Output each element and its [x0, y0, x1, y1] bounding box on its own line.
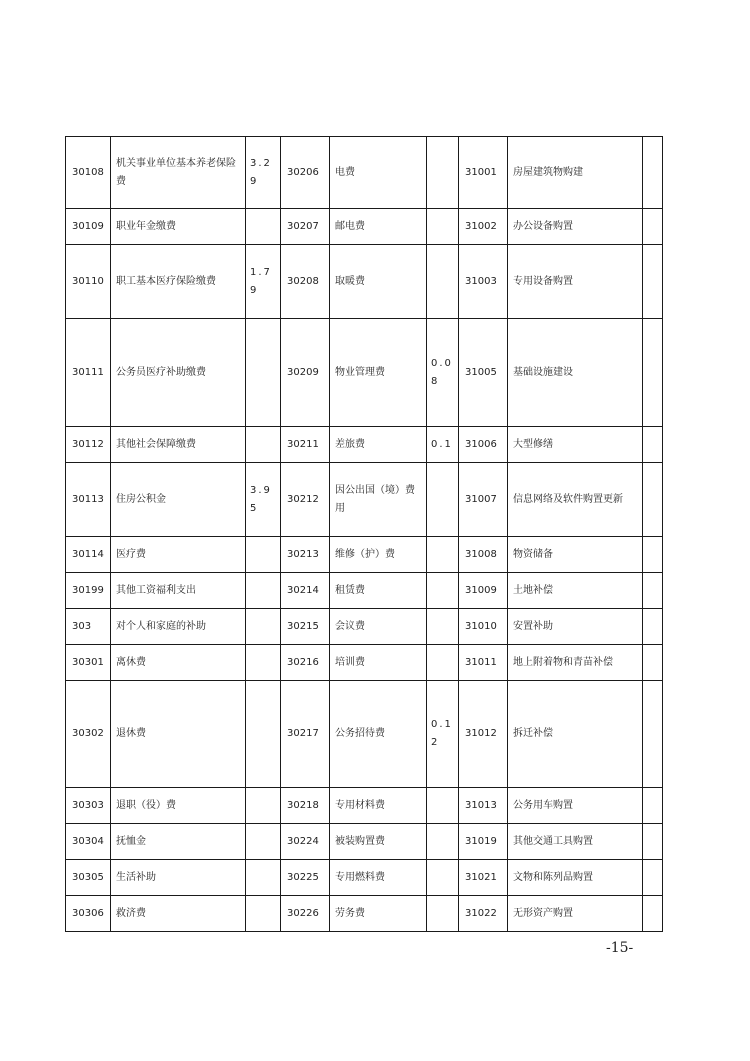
economic-code-cell: 30110	[66, 245, 111, 319]
economic-code-cell: 30304	[66, 824, 111, 860]
amount-cell	[643, 788, 663, 824]
economic-code-cell: 30302	[66, 681, 111, 788]
item-name-cell: 救济费	[111, 896, 246, 932]
item-name-cell: 安置补助	[508, 609, 643, 645]
amount-cell	[643, 824, 663, 860]
item-name-cell: 其他社会保障缴费	[111, 427, 246, 463]
table-row	[66, 463, 663, 537]
amount-cell	[427, 860, 459, 896]
item-name-cell: 信息网络及软件购置更新	[508, 463, 643, 537]
economic-code-cell: 30113	[66, 463, 111, 537]
economic-code-cell: 30199	[66, 573, 111, 609]
item-name-cell: 土地补偿	[508, 573, 643, 609]
table-row	[66, 245, 663, 319]
table-row	[66, 427, 663, 463]
amount-cell	[427, 896, 459, 932]
table-row	[66, 209, 663, 245]
table-row	[66, 681, 663, 788]
amount-cell	[427, 137, 459, 209]
amount-cell	[427, 609, 459, 645]
economic-code-cell: 30305	[66, 860, 111, 896]
economic-code-cell: 303	[66, 609, 111, 645]
amount-cell	[643, 896, 663, 932]
item-name-cell: 专用燃料费	[330, 860, 427, 896]
amount-cell	[643, 427, 663, 463]
item-name-cell: 基础设施建设	[508, 319, 643, 427]
amount-cell	[427, 537, 459, 573]
economic-code-cell: 31005	[459, 319, 508, 427]
item-name-cell: 公务招待费	[330, 681, 427, 788]
item-name-cell: 物业管理费	[330, 319, 427, 427]
item-name-cell: 租赁费	[330, 573, 427, 609]
economic-code-cell: 31011	[459, 645, 508, 681]
economic-code-cell: 31012	[459, 681, 508, 788]
amount-cell: 3.29	[246, 137, 281, 209]
amount-cell	[246, 860, 281, 896]
amount-cell	[246, 537, 281, 573]
item-name-cell: 差旅费	[330, 427, 427, 463]
economic-code-cell: 30111	[66, 319, 111, 427]
amount-cell	[643, 573, 663, 609]
economic-code-cell: 30225	[281, 860, 330, 896]
economic-code-cell: 30211	[281, 427, 330, 463]
economic-code-cell: 31009	[459, 573, 508, 609]
item-name-cell: 劳务费	[330, 896, 427, 932]
amount-cell	[427, 209, 459, 245]
item-name-cell: 其他工资福利支出	[111, 573, 246, 609]
amount-cell	[643, 137, 663, 209]
amount-cell	[246, 609, 281, 645]
item-name-cell: 办公设备购置	[508, 209, 643, 245]
item-name-cell: 无形资产购置	[508, 896, 643, 932]
amount-cell: 1.79	[246, 245, 281, 319]
economic-code-cell: 31002	[459, 209, 508, 245]
amount-cell: 0.1	[427, 427, 459, 463]
amount-cell	[427, 645, 459, 681]
table-row	[66, 137, 663, 209]
item-name-cell: 邮电费	[330, 209, 427, 245]
economic-code-cell: 30226	[281, 896, 330, 932]
economic-code-cell: 31006	[459, 427, 508, 463]
item-name-cell: 会议费	[330, 609, 427, 645]
amount-cell	[643, 319, 663, 427]
table-row	[66, 824, 663, 860]
table-row	[66, 788, 663, 824]
amount-cell	[427, 573, 459, 609]
amount-cell	[427, 788, 459, 824]
amount-cell	[427, 245, 459, 319]
amount-cell	[427, 463, 459, 537]
item-name-cell: 职工基本医疗保险缴费	[111, 245, 246, 319]
economic-code-cell: 30306	[66, 896, 111, 932]
economic-code-cell: 30301	[66, 645, 111, 681]
amount-cell: 0.08	[427, 319, 459, 427]
item-name-cell: 其他交通工具购置	[508, 824, 643, 860]
economic-code-cell: 31001	[459, 137, 508, 209]
table-row	[66, 573, 663, 609]
amount-cell	[246, 788, 281, 824]
item-name-cell: 被装购置费	[330, 824, 427, 860]
amount-cell	[643, 681, 663, 788]
page-number: -15-	[606, 940, 634, 956]
economic-code-cell: 31008	[459, 537, 508, 573]
item-name-cell: 公务用车购置	[508, 788, 643, 824]
economic-code-cell: 30114	[66, 537, 111, 573]
item-name-cell: 退休费	[111, 681, 246, 788]
economic-code-cell: 31010	[459, 609, 508, 645]
economic-code-cell: 31022	[459, 896, 508, 932]
economic-code-cell: 30108	[66, 137, 111, 209]
amount-cell	[246, 824, 281, 860]
economic-code-cell: 30217	[281, 681, 330, 788]
table-row	[66, 319, 663, 427]
economic-code-cell: 31003	[459, 245, 508, 319]
amount-cell	[643, 463, 663, 537]
item-name-cell: 专用材料费	[330, 788, 427, 824]
item-name-cell: 房屋建筑物购建	[508, 137, 643, 209]
item-name-cell: 对个人和家庭的补助	[111, 609, 246, 645]
economic-code-cell: 30112	[66, 427, 111, 463]
item-name-cell: 离休费	[111, 645, 246, 681]
item-name-cell: 抚恤金	[111, 824, 246, 860]
table-row	[66, 860, 663, 896]
item-name-cell: 公务员医疗补助缴费	[111, 319, 246, 427]
amount-cell	[643, 537, 663, 573]
amount-cell	[246, 896, 281, 932]
amount-cell	[643, 860, 663, 896]
item-name-cell: 住房公积金	[111, 463, 246, 537]
economic-code-cell: 30209	[281, 319, 330, 427]
item-name-cell: 地上附着物和青苗补偿	[508, 645, 643, 681]
economic-code-cell: 31013	[459, 788, 508, 824]
item-name-cell: 培训费	[330, 645, 427, 681]
economic-code-cell: 30208	[281, 245, 330, 319]
amount-cell	[246, 681, 281, 788]
budget-classification-table	[65, 136, 663, 932]
economic-code-cell: 31021	[459, 860, 508, 896]
item-name-cell: 取暖费	[330, 245, 427, 319]
economic-code-cell: 30224	[281, 824, 330, 860]
economic-code-cell: 30214	[281, 573, 330, 609]
table-row	[66, 609, 663, 645]
economic-code-cell: 31019	[459, 824, 508, 860]
economic-code-cell: 30303	[66, 788, 111, 824]
economic-code-cell: 30213	[281, 537, 330, 573]
amount-cell	[246, 209, 281, 245]
item-name-cell: 物资储备	[508, 537, 643, 573]
item-name-cell: 机关事业单位基本养老保险费	[111, 137, 246, 209]
item-name-cell: 退职（役）费	[111, 788, 246, 824]
amount-cell	[427, 824, 459, 860]
amount-cell	[643, 645, 663, 681]
item-name-cell: 维修（护）费	[330, 537, 427, 573]
item-name-cell: 拆迁补偿	[508, 681, 643, 788]
item-name-cell: 大型修缮	[508, 427, 643, 463]
item-name-cell: 专用设备购置	[508, 245, 643, 319]
amount-cell	[246, 645, 281, 681]
economic-code-cell: 31007	[459, 463, 508, 537]
amount-cell	[643, 245, 663, 319]
table-body	[66, 137, 663, 932]
item-name-cell: 医疗费	[111, 537, 246, 573]
economic-code-cell: 30218	[281, 788, 330, 824]
table-row	[66, 537, 663, 573]
item-name-cell: 因公出国（境）费用	[330, 463, 427, 537]
economic-code-cell: 30206	[281, 137, 330, 209]
item-name-cell: 电费	[330, 137, 427, 209]
table-row	[66, 645, 663, 681]
item-name-cell: 职业年金缴费	[111, 209, 246, 245]
economic-code-cell: 30109	[66, 209, 111, 245]
economic-code-cell: 30212	[281, 463, 330, 537]
amount-cell: 0.12	[427, 681, 459, 788]
amount-cell	[246, 573, 281, 609]
amount-cell	[643, 209, 663, 245]
item-name-cell: 生活补助	[111, 860, 246, 896]
amount-cell: 3.95	[246, 463, 281, 537]
amount-cell	[246, 319, 281, 427]
table-row	[66, 896, 663, 932]
item-name-cell: 文物和陈列品购置	[508, 860, 643, 896]
economic-code-cell: 30215	[281, 609, 330, 645]
economic-code-cell: 30207	[281, 209, 330, 245]
economic-code-cell: 30216	[281, 645, 330, 681]
amount-cell	[246, 427, 281, 463]
amount-cell	[643, 609, 663, 645]
